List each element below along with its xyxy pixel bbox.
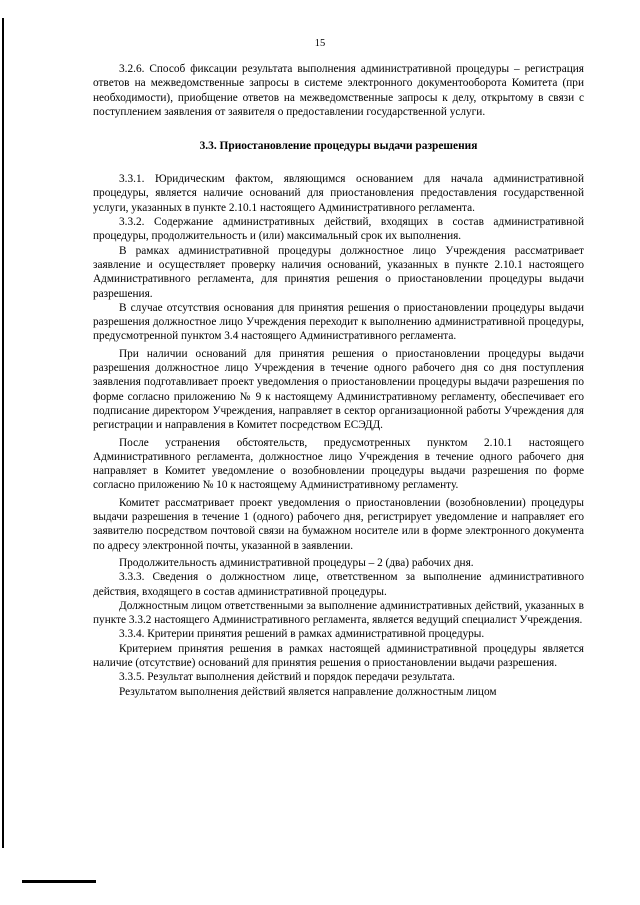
scan-mark-bottom: [22, 880, 96, 883]
paragraph-responsible: Должностным лицом ответственными за выполнение административных действий, указанных в пункте 3.3.2 настоящего Административного регламента, является ведущий специалист Учреждения.: [93, 599, 584, 627]
paragraph-duration: Продолжительность административной процедуры – 2 (два) рабочих дня.: [119, 556, 474, 569]
paragraph-result: Результатом выполнения действий является направление должностным лицом: [119, 685, 497, 698]
paragraph-3-3-1: 3.3.1. Юридическим фактом, являющимся основанием для начала административной процедуры, является наличие оснований для приостановления предоставления государственной услуги, указанных в пункте 2.10.1 настоящего Административного регламента.: [93, 173, 584, 214]
paragraph-no-grounds: В случае отсутствия основания для принятия решения о приостановлении процедуры выдачи разрешения должностное лицо Учреждения переходит к выполнению административной процедуры, предусмотренной пунктом 3.4 настоящего Административного регламента.: [93, 301, 584, 343]
section-title: 3.3. Приостановление процедуры выдачи разрешения: [199, 140, 478, 153]
paragraph-committee-review: Комитет рассматривает проект уведомления о приостановлении (возобновлении) процедуры выдачи разрешения в течение 1 (одного) рабочего дня, регистрирует уведомление и направляет его заявителю посредством почтовой связи на бумажном носителе или в форме электронного документа по адресу электронной почты, указанной в заявлении.: [93, 496, 584, 552]
scan-edge-left: [2, 18, 4, 848]
paragraph-3-3-5: 3.3.5. Результат выполнения действий и порядок передачи результата.: [119, 671, 455, 684]
paragraph-review: В рамках административной процедуры должностное лицо Учреждения рассматривает заявление и осуществляет проверку наличия оснований, указанных в пункте 2.10.1 настоящего Административного регламента, для принятия решения о приостановлении процедуры выдачи разрешения.: [93, 244, 584, 300]
document-body: [93, 62, 584, 699]
paragraph-3-3-4: 3.3.4. Критерии принятия решений в рамках административной процедуры.: [119, 628, 485, 641]
page-number: 15: [314, 38, 326, 49]
paragraph-criterion: Критерием принятия решения в рамках настоящей административной процедуры является наличие (отсутствие) оснований для принятия решения о приостановлении выдачи разрешения.: [93, 642, 584, 669]
paragraph-3-2-6: 3.2.6. Способ фиксации результата выполнения административной процедуры – регистрация ответов на межведомственные запросы в системе электронного документооборота Комитета (при необходимости), приобщение ответов на межведомственные запросы к делу, открытому в связи с поступлением заявления от заявителя о предоставлении государственной услуги.: [93, 63, 584, 118]
paragraph-resumption: После устранения обстоятельств, предусмотренных пунктом 2.10.1 настоящего Административного регламента, должностное лицо Учреждения в течение одного рабочего дня направляет в Комитет уведомление о возобновлении процедуры выдачи разрешения по форме согласно приложению № 10 к настоящему Административному регламенту.: [93, 436, 584, 492]
paragraph-grounds-present: При наличии оснований для принятия решения о приостановлении процедуры выдачи разрешения должностное лицо Учреждения в течение одного рабочего дня со дня поступления заявления подготавливает проект уведомления о приостановлении процедуры выдачи разрешения по форме согласно приложению № 9 к настоящему Административному регламенту, обеспечивает его подписание директором Учреждения, направляет в сектор организационной работы Учреждения для регистрации и направления в Комитет посредством ЕСЭДД.: [93, 347, 584, 432]
paragraph-3-3-3: 3.3.3. Сведения о должностном лице, ответственном за выполнение административного действия, входящего в состав административной процедуры.: [93, 571, 584, 598]
paragraph-3-3-2: 3.3.2. Содержание административных действий, входящих в состав административной процедуры, продолжительность и (или) максимальный срок их выполнения.: [93, 216, 584, 243]
